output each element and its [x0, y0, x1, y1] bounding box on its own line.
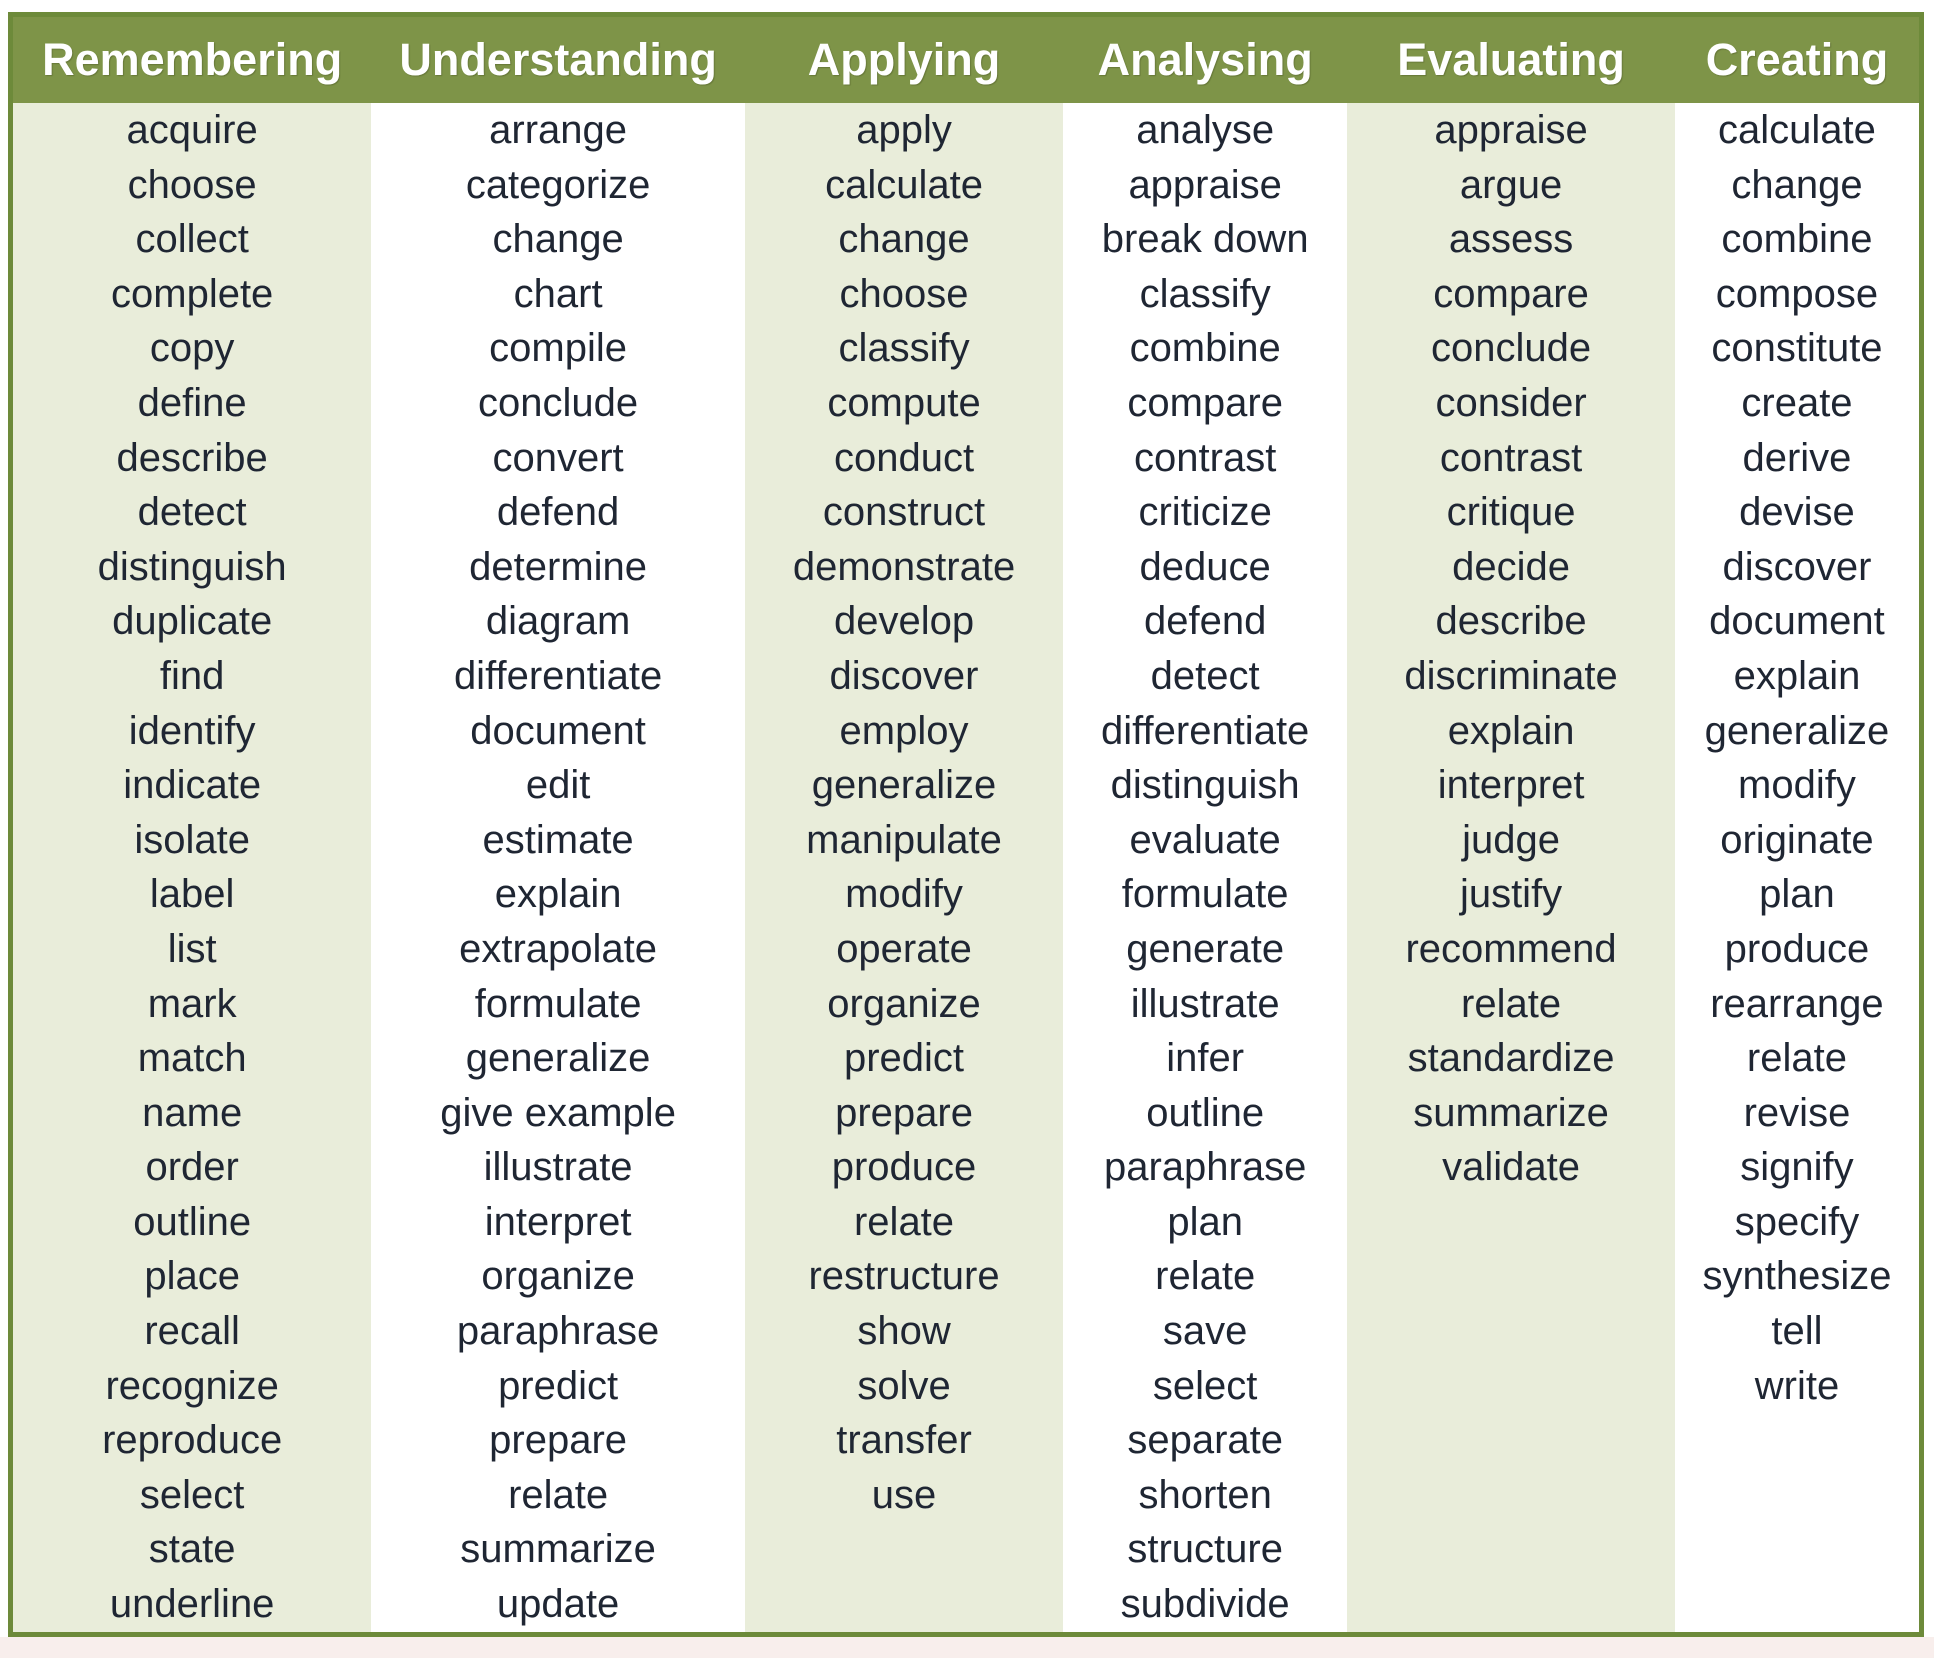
- column-analysing: [1063, 103, 1347, 1632]
- verb-cell: produce: [1724, 926, 1870, 971]
- verb-cell: convert: [492, 435, 624, 480]
- verb-cell: formulate: [474, 981, 642, 1026]
- verb-cell: contrast: [1134, 435, 1277, 480]
- verb-cell: indicate: [123, 763, 262, 808]
- verb-cell: use: [871, 1472, 937, 1517]
- verb-cell: compare: [1433, 271, 1589, 316]
- verb-cell: appraise: [1434, 108, 1588, 152]
- verb-cell: summarize: [460, 1527, 656, 1572]
- verb-cell: plan: [1759, 872, 1835, 917]
- verb-cell: interpret: [484, 1199, 632, 1244]
- verb-cell: develop: [833, 599, 975, 644]
- verb-cell: name: [142, 1090, 243, 1135]
- verb-cell: match: [137, 1036, 247, 1081]
- verb-cell: conclude: [478, 380, 639, 425]
- verb-cell: classify: [838, 326, 970, 371]
- verb-cell: outline: [133, 1199, 252, 1244]
- verb-cell: complete: [111, 271, 274, 316]
- verb-cell: describe: [116, 435, 268, 480]
- table-header-row: [13, 17, 1919, 103]
- verb-cell: revise: [1743, 1090, 1851, 1135]
- verb-cell: tell: [1771, 1309, 1823, 1354]
- verb-cell: compose: [1715, 271, 1879, 316]
- verb-cell: analyse: [1136, 108, 1275, 152]
- verb-cell: synthesize: [1702, 1254, 1892, 1299]
- verb-cell: list: [167, 926, 217, 971]
- verb-cell: plan: [1167, 1199, 1243, 1244]
- verb-cell: specify: [1734, 1199, 1860, 1244]
- verb-cell: standardize: [1407, 1036, 1615, 1081]
- verb-cell: prepare: [489, 1418, 628, 1463]
- verb-cell: decide: [1452, 544, 1570, 589]
- verb-cell: give example: [440, 1090, 676, 1135]
- verb-cell: create: [1741, 380, 1853, 425]
- page-bottom-strip: [0, 1637, 1934, 1658]
- verb-cell: document: [470, 708, 646, 753]
- verb-cell: prepare: [835, 1090, 973, 1135]
- verb-cell: choose: [839, 271, 969, 316]
- verb-cell: organize: [827, 981, 981, 1026]
- verb-cell: evaluate: [1129, 817, 1281, 862]
- verb-cell: generate: [1126, 926, 1285, 971]
- verb-cell: critique: [1446, 490, 1576, 535]
- verb-cell: organize: [481, 1254, 635, 1299]
- verb-cell: criticize: [1138, 490, 1272, 535]
- verb-cell: recognize: [105, 1363, 279, 1408]
- verb-cell: write: [1754, 1363, 1840, 1408]
- verb-cell: detect: [137, 490, 247, 535]
- verb-cell: illustrate: [1130, 981, 1280, 1026]
- verb-cell: show: [857, 1309, 951, 1354]
- verb-cell: discover: [1722, 544, 1872, 589]
- verb-cell: validate: [1442, 1145, 1580, 1190]
- verb-cell: arrange: [489, 108, 628, 152]
- verb-cell: conclude: [1431, 326, 1592, 371]
- verb-cell: signify: [1740, 1145, 1854, 1190]
- verb-cell: relate: [1461, 981, 1562, 1026]
- verb-cell: relate: [1155, 1254, 1256, 1299]
- verb-cell: derive: [1742, 435, 1852, 480]
- verb-cell: differentiate: [1101, 708, 1310, 753]
- verb-cell: structure: [1127, 1527, 1283, 1572]
- verb-cell: document: [1709, 599, 1885, 644]
- verb-cell: relate: [508, 1472, 609, 1517]
- verb-cell: combine: [1129, 326, 1281, 371]
- verb-cell: categorize: [465, 162, 651, 207]
- verb-cell: paraphrase: [456, 1309, 660, 1354]
- verb-cell: generalize: [811, 763, 997, 808]
- verb-cell: apply: [856, 108, 952, 152]
- verb-cell: compile: [489, 326, 628, 371]
- verb-cell: rearrange: [1710, 981, 1884, 1026]
- verb-cell: select: [1152, 1363, 1258, 1408]
- verb-cell: restructure: [808, 1254, 1000, 1299]
- verb-cell: reproduce: [102, 1418, 283, 1463]
- verb-cell: contrast: [1439, 435, 1583, 480]
- verb-cell: assess: [1448, 217, 1574, 262]
- verb-cell: modify: [845, 872, 963, 917]
- verb-cell: select: [139, 1472, 245, 1517]
- verb-cell: mark: [147, 981, 237, 1026]
- verb-cell: demonstrate: [792, 544, 1016, 589]
- column-understanding: [371, 103, 745, 1632]
- verb-cell: manipulate: [806, 817, 1002, 862]
- column-header-creating: Creating: [1705, 34, 1889, 85]
- verb-cell: deduce: [1139, 544, 1271, 589]
- verb-cell: order: [145, 1145, 239, 1190]
- verb-cell: paraphrase: [1103, 1145, 1307, 1190]
- column-creating: [1675, 103, 1919, 1632]
- verb-cell: discriminate: [1404, 653, 1618, 698]
- verb-cell: collect: [135, 217, 249, 262]
- verb-cell: compare: [1127, 380, 1283, 425]
- verb-cell: distinguish: [97, 544, 287, 589]
- verb-cell: distinguish: [1110, 763, 1300, 808]
- verb-cell: defend: [1143, 599, 1267, 644]
- verb-cell: isolate: [134, 817, 250, 862]
- verb-cell: state: [148, 1527, 236, 1572]
- verb-cell: relate: [853, 1199, 955, 1244]
- verb-cell: acquire: [126, 108, 258, 152]
- verb-cell: recommend: [1405, 926, 1617, 971]
- verb-cell: justify: [1459, 872, 1563, 917]
- verb-cell: change: [492, 217, 624, 262]
- verb-cell: place: [144, 1254, 240, 1299]
- verb-cell: predict: [498, 1363, 619, 1408]
- verb-cell: underline: [109, 1582, 275, 1627]
- verb-cell: operate: [836, 926, 972, 971]
- verb-cell: differentiate: [453, 653, 663, 698]
- column-evaluating: [1347, 103, 1675, 1632]
- verb-cell: produce: [831, 1145, 977, 1190]
- verb-cell: recall: [144, 1309, 240, 1354]
- verb-cell: explain: [1733, 653, 1861, 698]
- verb-cell: originate: [1720, 817, 1874, 862]
- verb-cell: classify: [1139, 271, 1271, 316]
- verb-cell: outline: [1146, 1090, 1265, 1135]
- verb-cell: employ: [839, 708, 969, 753]
- verb-cell: generalize: [1704, 708, 1890, 753]
- verb-cell: label: [149, 872, 235, 917]
- verb-cell: predict: [843, 1036, 965, 1081]
- verb-cell: illustrate: [483, 1145, 633, 1190]
- verb-cell: edit: [525, 763, 591, 808]
- column-header-understanding: Understanding: [399, 34, 717, 85]
- verb-cell: define: [137, 380, 247, 425]
- verb-cell: update: [496, 1582, 620, 1627]
- column-header-analysing: Analysing: [1097, 34, 1313, 85]
- verb-cell: defend: [496, 490, 620, 535]
- verb-cell: change: [1731, 162, 1863, 207]
- verb-cell: identify: [128, 708, 256, 753]
- verb-cell: describe: [1435, 599, 1587, 644]
- verb-cell: combine: [1721, 217, 1873, 262]
- verb-cell: subdivide: [1120, 1582, 1290, 1627]
- verb-cell: relate: [1746, 1036, 1847, 1081]
- verb-cell: conduct: [833, 435, 975, 480]
- verb-cell: formulate: [1121, 872, 1289, 917]
- column-header-applying: Applying: [807, 34, 1001, 85]
- verb-cell: save: [1162, 1309, 1248, 1354]
- verb-cell: break down: [1101, 217, 1309, 262]
- verb-cell: duplicate: [112, 599, 273, 644]
- verb-cell: summarize: [1413, 1090, 1609, 1135]
- verb-cell: transfer: [836, 1418, 972, 1463]
- verb-cell: shorten: [1138, 1472, 1272, 1517]
- verb-cell: separate: [1127, 1418, 1283, 1463]
- column-header-evaluating: Evaluating: [1397, 34, 1625, 85]
- verb-cell: extrapolate: [459, 926, 658, 971]
- column-header-remembering: Remembering: [42, 34, 343, 85]
- verb-cell: solve: [857, 1363, 951, 1408]
- verb-cell: determine: [469, 544, 648, 589]
- verb-cell: devise: [1739, 490, 1855, 535]
- verb-cell: generalize: [465, 1036, 651, 1081]
- verb-cell: choose: [127, 162, 257, 207]
- verb-cell: calculate: [1718, 108, 1876, 152]
- verb-cell: infer: [1166, 1036, 1245, 1081]
- verb-cell: change: [838, 217, 970, 262]
- verb-cell: appraise: [1128, 162, 1282, 207]
- verb-cell: construct: [822, 490, 986, 535]
- verb-cell: explain: [494, 872, 622, 917]
- verb-cell: estimate: [482, 817, 634, 862]
- verb-cell: argue: [1459, 162, 1563, 207]
- verb-cell: judge: [1462, 817, 1560, 862]
- verb-cell: diagram: [485, 599, 631, 644]
- verb-cell: calculate: [825, 162, 983, 207]
- verb-cell: interpret: [1437, 763, 1585, 808]
- verb-cell: explain: [1447, 708, 1575, 753]
- verb-cell: modify: [1738, 763, 1856, 808]
- verb-cell: discover: [829, 653, 979, 698]
- column-remembering: [13, 103, 371, 1632]
- verb-cell: consider: [1435, 380, 1587, 425]
- table-body: [13, 103, 1919, 1632]
- verb-cell: chart: [513, 271, 603, 316]
- column-applying: [745, 103, 1063, 1632]
- verbs-table: [8, 12, 1924, 1637]
- verb-cell: copy: [149, 326, 235, 371]
- verb-cell: compute: [827, 380, 981, 425]
- verb-cell: constitute: [1711, 326, 1883, 371]
- verb-cell: detect: [1150, 653, 1260, 698]
- verb-cell: find: [159, 653, 225, 698]
